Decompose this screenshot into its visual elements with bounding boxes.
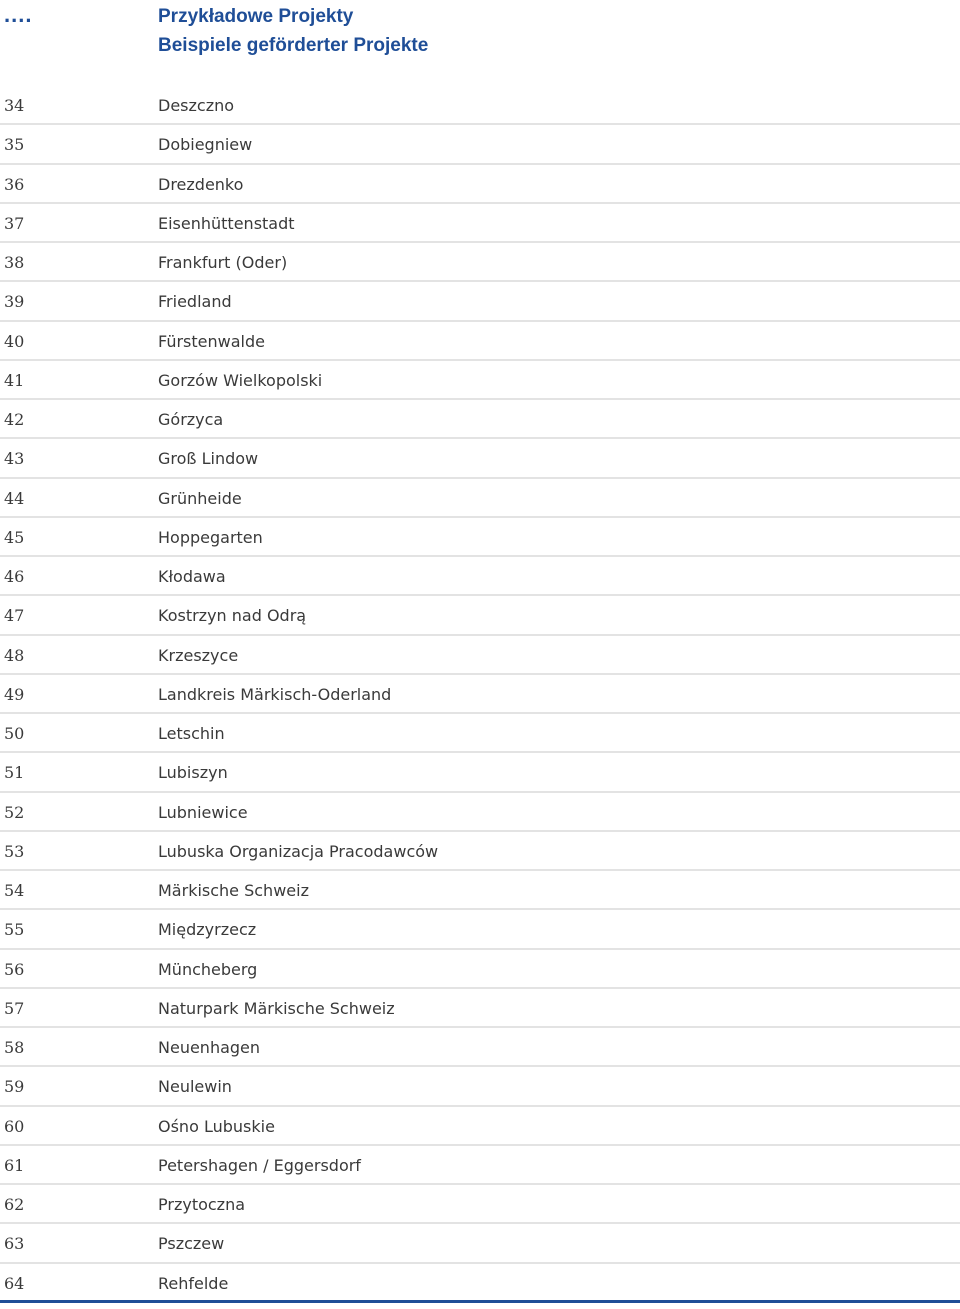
list-item	[0, 1067, 960, 1106]
list-item	[0, 1185, 960, 1224]
project-name: Hoppegarten	[158, 527, 263, 547]
list-item	[0, 832, 960, 871]
project-name: Międzyrzecz	[158, 920, 257, 940]
list-item	[0, 204, 960, 243]
project-name: Neuenhagen	[158, 1038, 261, 1057]
project-number: 40	[4, 331, 25, 351]
project-number: 54	[4, 881, 25, 900]
list-item	[0, 950, 960, 989]
project-number: 52	[4, 802, 25, 822]
project-number: 59	[4, 1077, 25, 1097]
project-number: 39	[4, 292, 25, 312]
list-item	[0, 86, 960, 125]
project-number: 64	[4, 1273, 25, 1293]
project-number: 41	[4, 370, 25, 390]
project-name: Ośno Lubuskie	[158, 1116, 275, 1136]
project-list	[0, 86, 960, 1303]
project-number: 56	[4, 959, 25, 979]
project-name: Petershagen / Eggersdorf	[158, 1155, 361, 1175]
project-number: 61	[4, 1155, 25, 1175]
project-number: 57	[4, 998, 25, 1018]
project-number: 42	[4, 410, 25, 429]
project-number: 35	[4, 135, 25, 155]
project-number: 44	[4, 488, 25, 508]
project-number: 50	[4, 724, 25, 743]
project-name: Lubiszyn	[158, 763, 228, 783]
list-item	[0, 322, 960, 361]
project-number: 46	[4, 567, 25, 586]
list-item	[0, 165, 960, 204]
list-item	[0, 910, 960, 949]
project-number: 49	[4, 684, 25, 704]
list-item	[0, 675, 960, 714]
list-item	[0, 989, 960, 1028]
project-name: Krzeszyce	[158, 645, 239, 665]
section-dots-marker: ....	[4, 2, 33, 27]
page-title-polish: Przykładowe Projekty	[158, 6, 354, 27]
list-item	[0, 361, 960, 400]
project-name: Landkreis Märkisch-Oderland	[158, 684, 392, 704]
project-name: Pszczew	[158, 1234, 225, 1254]
project-number: 37	[4, 213, 25, 233]
project-name: Friedland	[158, 292, 232, 312]
project-name: Müncheberg	[158, 959, 258, 979]
project-name: Dobiegniew	[158, 135, 253, 155]
list-item	[0, 479, 960, 518]
project-name: Fürstenwalde	[158, 331, 265, 351]
project-number: 63	[4, 1234, 25, 1254]
project-name: Przytoczna	[158, 1195, 246, 1214]
project-name: Neulewin	[158, 1077, 232, 1097]
project-name: Gorzów Wielkopolski	[158, 370, 323, 390]
list-item	[0, 714, 960, 753]
project-number: 36	[4, 174, 25, 194]
list-item	[0, 518, 960, 557]
project-name: Eisenhüttenstadt	[158, 213, 295, 233]
project-name: Groß Lindow	[158, 449, 259, 469]
project-number: 60	[4, 1116, 25, 1136]
project-number: 51	[4, 763, 25, 783]
list-item	[0, 282, 960, 321]
project-number: 45	[4, 527, 25, 547]
project-name: Kostrzyn nad Odrą	[158, 606, 307, 626]
list-item	[0, 557, 960, 596]
project-number: 62	[4, 1195, 25, 1214]
page-header	[0, 0, 960, 62]
project-number: 53	[4, 841, 25, 861]
project-number: 55	[4, 920, 25, 940]
list-item	[0, 1224, 960, 1263]
project-number: 47	[4, 606, 25, 626]
list-item	[0, 439, 960, 478]
project-name: Kłodawa	[158, 567, 226, 586]
list-item	[0, 753, 960, 792]
list-item	[0, 596, 960, 635]
project-number: 43	[4, 449, 25, 469]
list-item	[0, 1264, 960, 1303]
project-name: Lubuska Organizacja Pracodawców	[158, 841, 439, 861]
project-number: 58	[4, 1038, 25, 1057]
list-item	[0, 125, 960, 164]
list-item	[0, 400, 960, 439]
project-number: 48	[4, 645, 25, 665]
project-name: Naturpark Märkische Schweiz	[158, 998, 395, 1018]
list-item	[0, 636, 960, 675]
project-number: 38	[4, 253, 25, 272]
list-item	[0, 1028, 960, 1067]
list-item	[0, 1107, 960, 1146]
list-item	[0, 793, 960, 832]
list-item	[0, 1146, 960, 1185]
project-name: Letschin	[158, 724, 225, 743]
project-name: Deszczno	[158, 96, 235, 115]
project-name: Grünheide	[158, 488, 242, 508]
list-item	[0, 871, 960, 910]
list-item	[0, 243, 960, 282]
project-name: Rehfelde	[158, 1273, 229, 1293]
project-name: Lubniewice	[158, 802, 248, 822]
project-number: 34	[4, 96, 25, 115]
project-name: Frankfurt (Oder)	[158, 253, 288, 272]
page-title-german: Beispiele geförderter Projekte	[158, 35, 429, 56]
project-name: Górzyca	[158, 410, 224, 429]
project-name: Drezdenko	[158, 174, 244, 194]
project-name: Märkische Schweiz	[158, 881, 309, 900]
